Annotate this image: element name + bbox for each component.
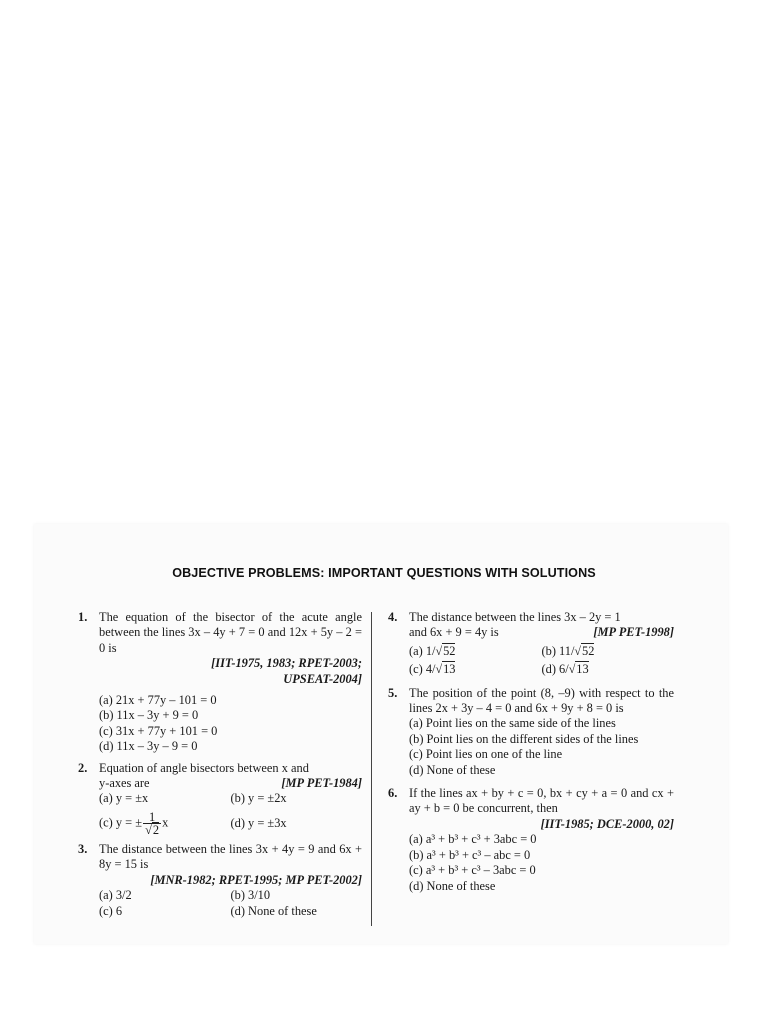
question-5 bbox=[388, 686, 674, 778]
question-text: The distance between the lines 3x – 2y = 1 bbox=[409, 610, 621, 624]
option-d: (d) None of these bbox=[409, 878, 496, 893]
question-2 bbox=[78, 761, 362, 836]
question-text-cont: and 6x + 9 = 4y is bbox=[409, 625, 499, 640]
question-1 bbox=[78, 610, 362, 755]
question-text: The position of the point (8, –9) with respect to the lines 2x + 3y – 4 = 0 and 6x + 9y + 8 = 0 is bbox=[409, 685, 674, 716]
option-d: (d) None of these bbox=[409, 762, 496, 777]
option-d: (d) 11x – 3y – 9 = 0 bbox=[99, 739, 198, 754]
option-b: (b) 3/10 bbox=[230, 888, 271, 903]
option-a: (a) y = ±x bbox=[99, 791, 149, 806]
question-number: 6. bbox=[388, 786, 398, 801]
question-6 bbox=[388, 786, 674, 894]
question-number: 5. bbox=[388, 685, 398, 700]
option-d: (d) None of these bbox=[230, 903, 317, 918]
question-number: 2. bbox=[78, 760, 88, 775]
question-3 bbox=[78, 842, 362, 919]
right-column bbox=[388, 610, 674, 894]
option-a: (a) 3/2 bbox=[99, 888, 132, 903]
question-text-cont: y-axes are bbox=[99, 776, 150, 791]
question-source: [IIT-1975, 1983; RPET-2003; bbox=[211, 656, 362, 671]
option-b: (b) Point lies on the different sides of the lines bbox=[409, 731, 639, 746]
option-d: (d) 6/√13 bbox=[541, 662, 589, 677]
question-source-cont: UPSEAT-2004] bbox=[283, 671, 362, 686]
question-source: [IIT-1985; DCE-2000, 02] bbox=[540, 816, 674, 831]
option-c: (c) 4/√13 bbox=[409, 662, 456, 677]
question-number: 3. bbox=[78, 841, 88, 856]
option-a: (a) 1/√52 bbox=[409, 643, 456, 658]
question-source: [MP PET-1998] bbox=[593, 625, 674, 640]
question-number: 1. bbox=[78, 610, 88, 624]
question-source: [MP PET-1984] bbox=[281, 776, 362, 791]
option-c: (c) a³ + b³ + c³ – 3abc = 0 bbox=[409, 863, 536, 878]
option-b: (b) y = ±2x bbox=[230, 791, 287, 806]
option-c: (c) 31x + 77y + 101 = 0 bbox=[99, 723, 218, 738]
option-c: (c) 6 bbox=[99, 903, 123, 918]
option-d: (d) y = ±3x bbox=[230, 815, 287, 830]
question-number: 4. bbox=[388, 610, 398, 624]
question-text: The distance between the lines 3x + 4y = 9 and 6x + 8y = 15 is bbox=[99, 841, 362, 872]
column-divider bbox=[371, 612, 372, 926]
question-text: The equation of the bisector of the acute angle between the lines 3x – 4y + 7 = 0 and 12x + 5y – 2 = 0 is bbox=[99, 610, 362, 655]
option-a: (a) Point lies on the same side of the lines bbox=[409, 716, 616, 731]
left-column bbox=[78, 610, 362, 919]
option-b: (b) 11/√52 bbox=[541, 643, 595, 658]
option-a: (a) a³ + b³ + c³ + 3abc = 0 bbox=[409, 832, 537, 847]
question-source: [MNR-1982; RPET-1995; MP PET-2002] bbox=[150, 872, 362, 887]
option-c: (c) Point lies on one of the line bbox=[409, 747, 563, 762]
option-a: (a) 21x + 77y – 101 = 0 bbox=[99, 693, 217, 708]
page-title: OBJECTIVE PROBLEMS: IMPORTANT QUESTIONS WITH SOLUTIONS bbox=[172, 566, 596, 580]
question-text: If the lines ax + by + c = 0, bx + cy + a = 0 and cx + ay + b = 0 be concurrent, then bbox=[409, 786, 674, 816]
question-text: Equation of angle bisectors between x and bbox=[99, 760, 309, 775]
option-b: (b) 11x – 3y + 9 = 0 bbox=[99, 708, 199, 723]
option-b: (b) a³ + b³ + c³ – abc = 0 bbox=[409, 847, 531, 862]
option-c: (c) y = ± $\frac{1}{√2}$ x bbox=[99, 809, 169, 837]
question-4 bbox=[388, 610, 674, 678]
